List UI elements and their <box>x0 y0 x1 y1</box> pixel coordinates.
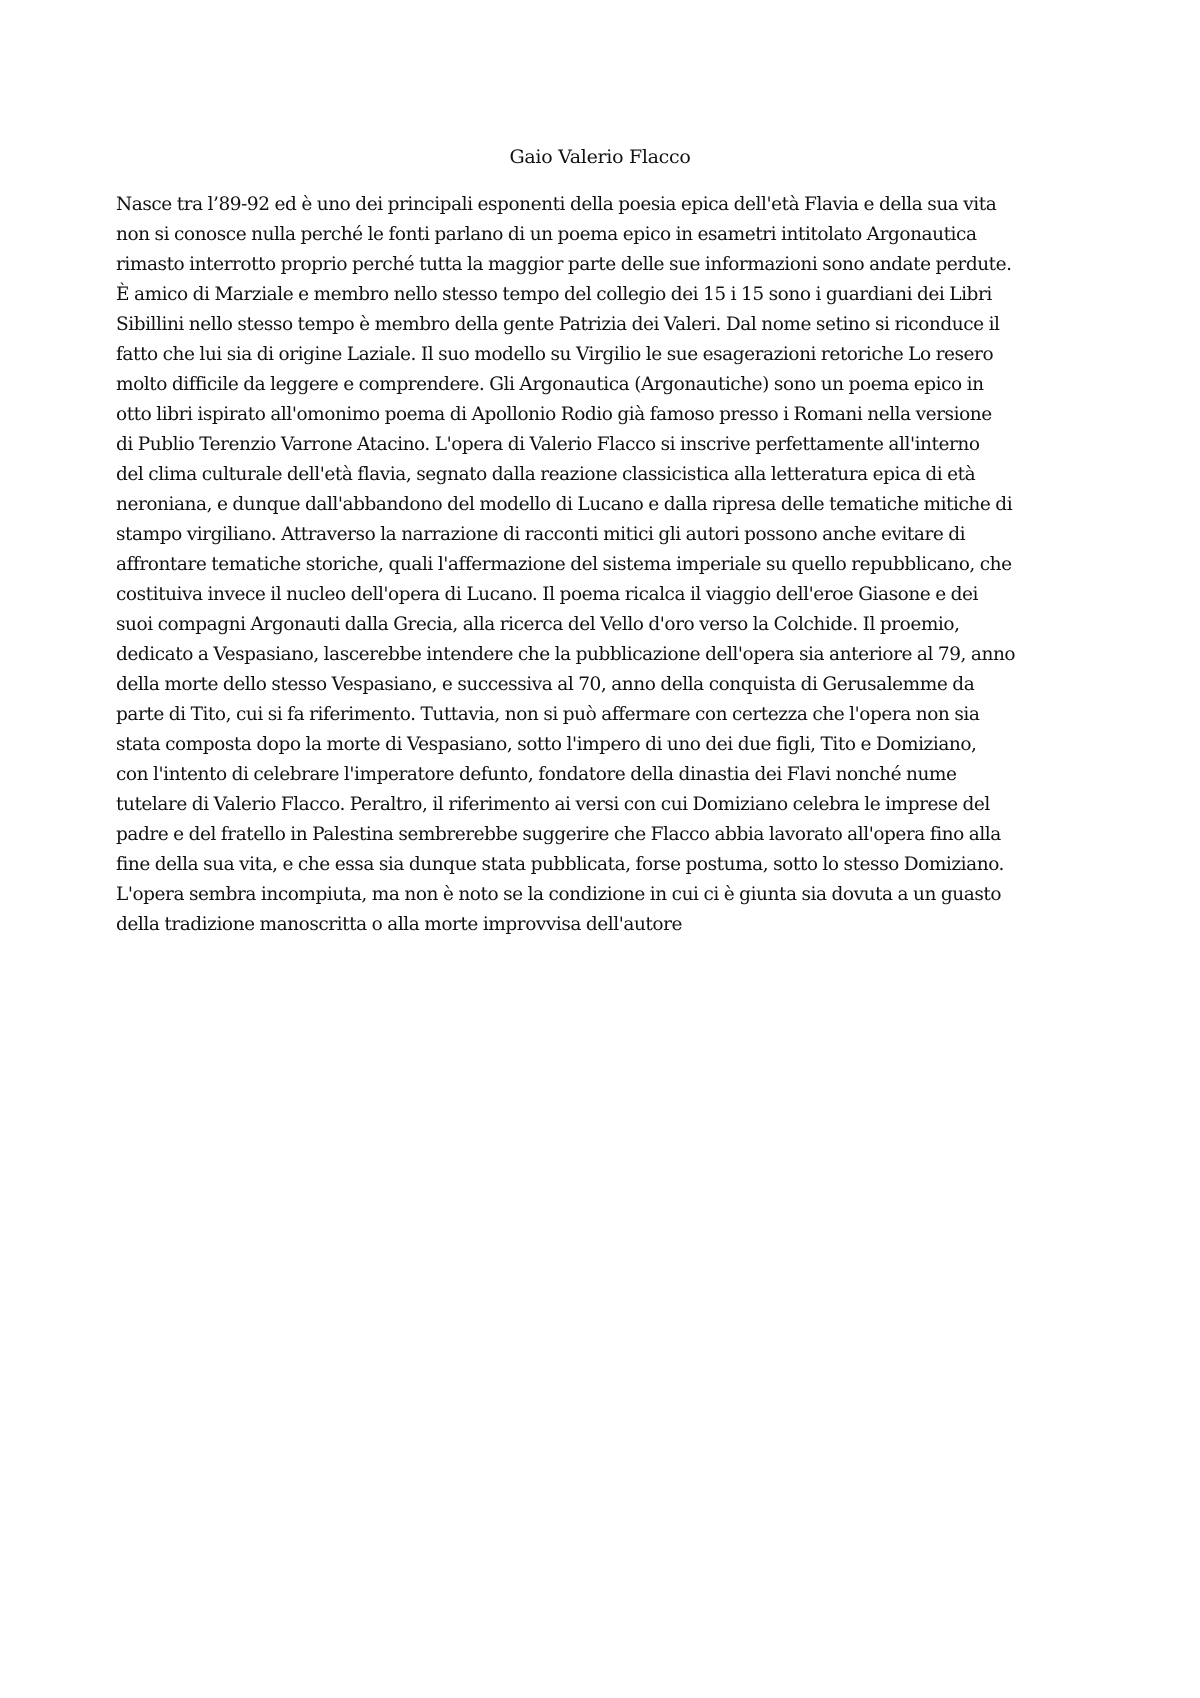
body-line: della tradizione manoscritta o alla morte improvvisa dell'autore <box>116 914 682 935</box>
body-line: L'opera sembra incompiuta, ma non è noto se la condizione in cui ci è giunta sia dovuta a un guasto <box>116 884 1002 905</box>
body-line: tutelare di Valerio Flacco. Peraltro, il riferimento ai versi con cui Domiziano celebra le imprese del <box>116 794 990 815</box>
document-body <box>116 190 1091 940</box>
body-line: otto libri ispirato all'omonimo poema di Apollonio Rodio già famoso presso i Romani nella versione <box>116 404 992 425</box>
body-line: parte di Tito, cui si fa riferimento. Tuttavia, non si può affermare con certezza che l'opera non sia <box>116 704 980 725</box>
body-line: stampo virgiliano. Attraverso la narrazione di racconti mitici gli autori possono anche evitare di <box>116 524 966 545</box>
body-line: fatto che lui sia di origine Laziale. Il suo modello su Virgilio le sue esagerazioni retoriche Lo resero <box>116 344 994 365</box>
body-line: di Publio Terenzio Varrone Atacino. L'opera di Valerio Flacco si inscrive perfettamente all'interno <box>116 434 980 455</box>
body-line: non si conosce nulla perché le fonti parlano di un poema epico in esametri intitolato Argonautica <box>116 224 977 245</box>
body-line: costituiva invece il nucleo dell'opera di Lucano. Il poema ricalca il viaggio dell'eroe Giasone e dei <box>116 584 979 605</box>
body-line: Nasce tra l’89-92 ed è uno dei principali esponenti della poesia epica dell'età Flavia e della sua vita <box>116 194 997 215</box>
body-line: stata composta dopo la morte di Vespasiano, sotto l'impero di uno dei due figli, Tito e Domiziano, <box>116 734 977 755</box>
document-title: Gaio Valerio Flacco <box>509 146 691 168</box>
body-line: della morte dello stesso Vespasiano, e successiva al 70, anno della conquista di Gerusalemme da <box>116 674 975 695</box>
body-line: Sibillini nello stesso tempo è membro della gente Patrizia dei Valeri. Dal nome setino si riconduce il <box>116 314 1000 335</box>
body-line: del clima culturale dell'età flavia, segnato dalla reazione classicistica alla letteratura epica di età <box>116 464 976 485</box>
body-line: suoi compagni Argonauti dalla Grecia, alla ricerca del Vello d'oro verso la Colchide. Il proemio, <box>116 614 960 635</box>
body-line: fine della sua vita, e che essa sia dunque stata pubblicata, forse postuma, sotto lo stesso Domiziano. <box>116 854 1004 875</box>
body-line: molto difficile da leggere e comprendere. Gli Argonautica (Argonautiche) sono un poema epico in <box>116 374 984 395</box>
body-line: rimasto interrotto proprio perché tutta la maggior parte delle sue informazioni sono andate perdute. <box>116 254 1012 275</box>
body-line: neroniana, e dunque dall'abbandono del modello di Lucano e dalla ripresa delle tematiche mitiche di <box>116 494 1013 515</box>
body-line: affrontare tematiche storiche, quali l'affermazione del sistema imperiale su quello repubblicano, che <box>116 554 1012 575</box>
body-line: dedicato a Vespasiano, lascerebbe intendere che la pubblicazione dell'opera sia anteriore al 79, anno <box>116 644 1016 665</box>
body-line: con l'intento di celebrare l'imperatore defunto, fondatore della dinastia dei Flavi nonché nume <box>116 764 957 785</box>
body-line: È amico di Marziale e membro nello stesso tempo del collegio dei 15 i 15 sono i guardiani dei Libri <box>116 284 992 305</box>
body-line: padre e del fratello in Palestina sembrerebbe suggerire che Flacco abbia lavorato all'opera fino alla <box>116 824 1001 845</box>
